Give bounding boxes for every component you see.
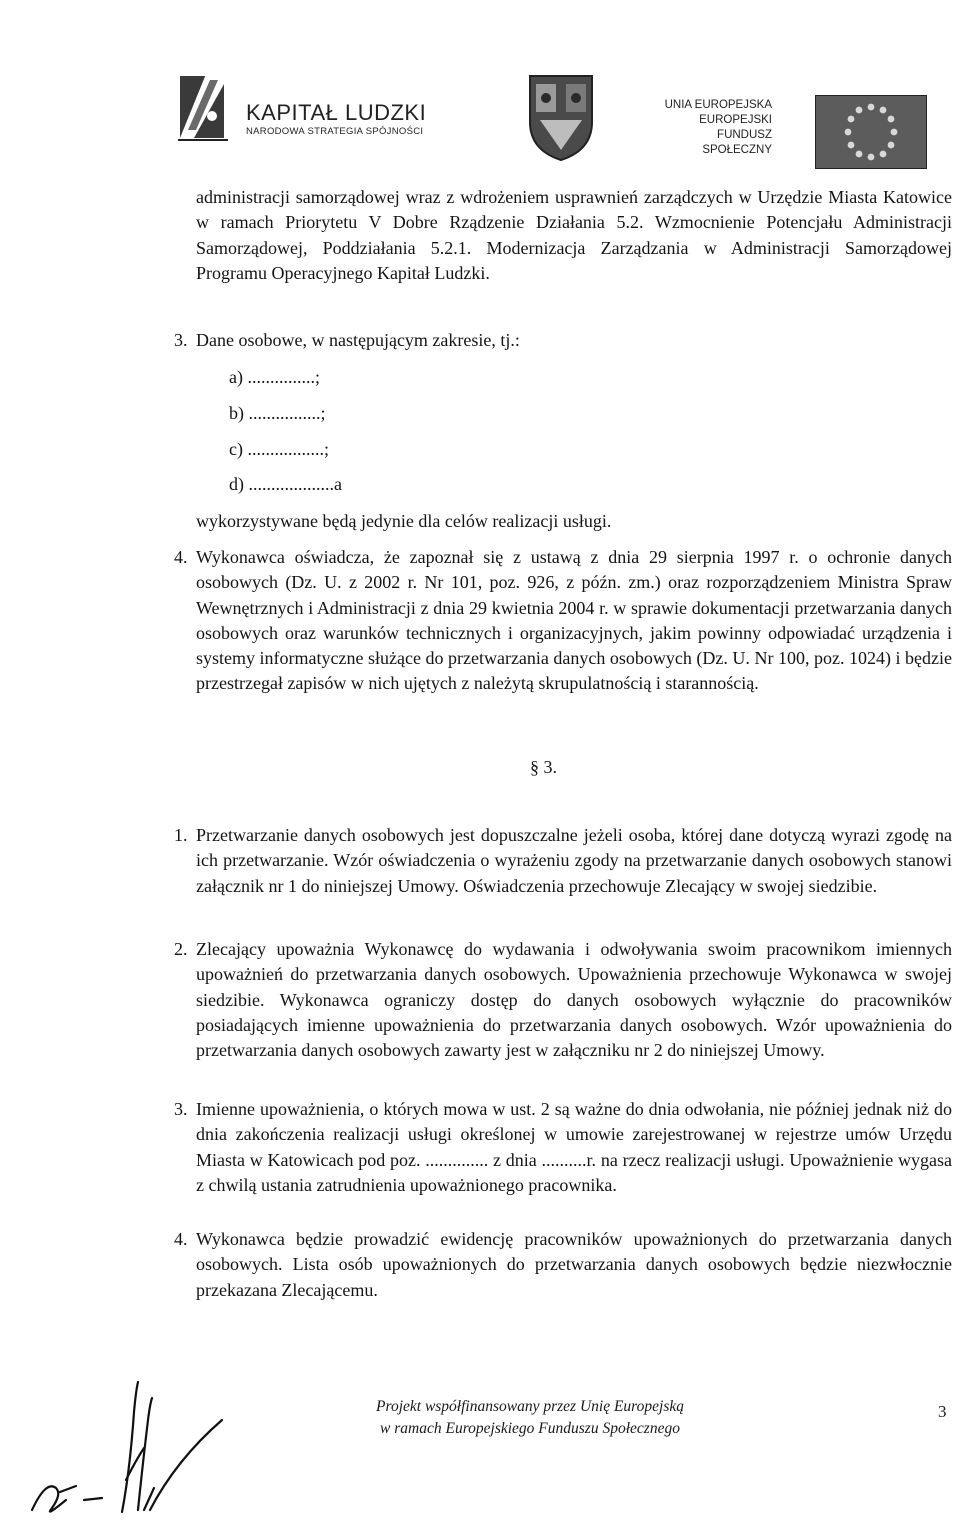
list-item-d	[229, 472, 342, 497]
point-3-tail: wykorzystywane będą jedynie dla celów realizacji usługi.	[196, 511, 612, 531]
eu-line2: EUROPEJSKI	[699, 114, 772, 126]
list-item-label: b)	[229, 403, 244, 423]
point-3-number: 3.	[174, 330, 188, 350]
s2-number: 2.	[174, 939, 188, 959]
list-item-label: d)	[229, 474, 244, 494]
list-item-value: .................;	[247, 439, 329, 459]
s3-number: 3.	[174, 1099, 188, 1119]
handwritten-initials-icon	[26, 1360, 256, 1530]
footer-note	[280, 1396, 780, 1440]
kapital-ludzki-title: KAPITAŁ LUDZKI	[246, 100, 427, 125]
section-heading: § 3.	[530, 757, 557, 777]
footer-line2: w ramach Europejskiego Funduszu Społecznego	[380, 1420, 680, 1437]
list-item-a	[229, 365, 320, 390]
intro-paragraph: administracji samorządowej wraz z wdrożeniem usprawnień zarządczych w Urzędzie Miasta Katowice w ramach Priorytetu V Dobre Rządzenie Działania 5.2. Wzmocnienie Potencjału Administracji Samorządowej, Poddziałania 5.2.1. Modernizacja Zarządzania w Administracji Samorządowej Programu Operacyjnego Kapitał Ludzki.	[196, 187, 952, 283]
kapital-ludzki-emblem-icon	[176, 70, 230, 144]
list-item-value: ................;	[248, 403, 326, 423]
s2-text: Zlecający upoważnia Wykonawcę do wydawania i odwoływania swoim pracownikom imiennych upoważnień do przetwarzania danych osobowych. Upoważnienia przechowuje Wykonawca w swojej siedzibie. Wykonawca ograniczy dostęp do danych osobowych wyłącznie do pracowników posiadających imienne upoważnienia do przetwarzania danych osobowych. Wzór upoważnienia do przetwarzania danych osobowych zawarty jest w załączniku nr 2 do niniejszej Umowy.	[196, 939, 952, 1061]
eu-flag-icon	[815, 95, 927, 169]
list-item-value: ...............;	[247, 367, 320, 387]
list-item-b	[229, 401, 326, 426]
s1-text: Przetwarzanie danych osobowych jest dopuszczalne jeżeli osoba, której dane dotyczą wyrazi zgodę na ich przetwarzanie. Wzór oświadczenia o wyrażeniu zgody na przetwarzanie danych osobowych stanowi załącznik nr 1 do niniejszej Umowy. Oświadczenia przechowuje Zlecający w swojej siedzibie.	[196, 825, 952, 896]
list-item-label: a)	[229, 367, 243, 387]
eu-line3: FUNDUSZ SPOŁECZNY	[702, 129, 772, 156]
katowice-crest-icon	[526, 72, 596, 162]
list-item-c	[229, 437, 329, 462]
point-4-text: Wykonawca oświadcza, że zapoznał się z ustawą z dnia 29 sierpnia 1997 r. o ochronie danych osobowych (Dz. U. z 2002 r. Nr 101, poz. 926, z późn. zm.) oraz rozporządzeniem Ministra Spraw Wewnętrznych i Administracji z dnia 29 kwietnia 2004 r. w sprawie dokumentacji przetwarzania danych osobowych oraz warunków technicznych i organizacyjnych, jakim powinny odpowiadać urządzenia i systemy informatyczne służące do przetwarzania danych osobowych (Dz. U. Nr 100, poz. 1024) i będzie przestrzegał zapisów w nich ujętych z należytą skrupulatnością i starannością.	[196, 547, 952, 694]
s4-number: 4.	[174, 1229, 188, 1249]
footer-line1: Projekt współfinansowany przez Unię Europejską	[376, 1398, 684, 1415]
header-logos	[0, 62, 960, 174]
page-number: 3	[938, 1402, 947, 1421]
list-item-label: c)	[229, 439, 243, 459]
kapital-ludzki-logo	[176, 70, 446, 148]
kapital-ludzki-subtitle: NARODOWA STRATEGIA SPÓJNOŚCI	[246, 126, 424, 137]
point-4-number: 4.	[174, 547, 188, 567]
s4-text: Wykonawca będzie prowadzić ewidencję pracowników upoważnionych do przetwarzania danych osobowych. Lista osób upoważnionych do przetwarzania danych osobowych będzie niezwłocznie przekazana Zlecającemu.	[196, 1229, 952, 1300]
point-3-text: Dane osobowe, w następującym zakresie, tj.:	[196, 330, 520, 350]
list-item-value: ...................a	[248, 474, 342, 494]
eu-line1: UNIA EUROPEJSKA	[664, 99, 772, 111]
eu-logo-text	[652, 98, 772, 158]
s3-text: Imienne upoważnienia, o których mowa w ust. 2 są ważne do dnia odwołania, nie później jednak niż do dnia zakończenia realizacji usługi określonej w umowie zarejestrowanej w rejestrze umów Urzędu Miasta w Katowicach pod poz. .............. z dnia ..........r. na rzecz realizacji usługi. Upoważnienie wygasa z chwilą ustania zatrudnienia upoważnionego pracownika.	[196, 1099, 952, 1195]
s1-number: 1.	[174, 825, 188, 845]
